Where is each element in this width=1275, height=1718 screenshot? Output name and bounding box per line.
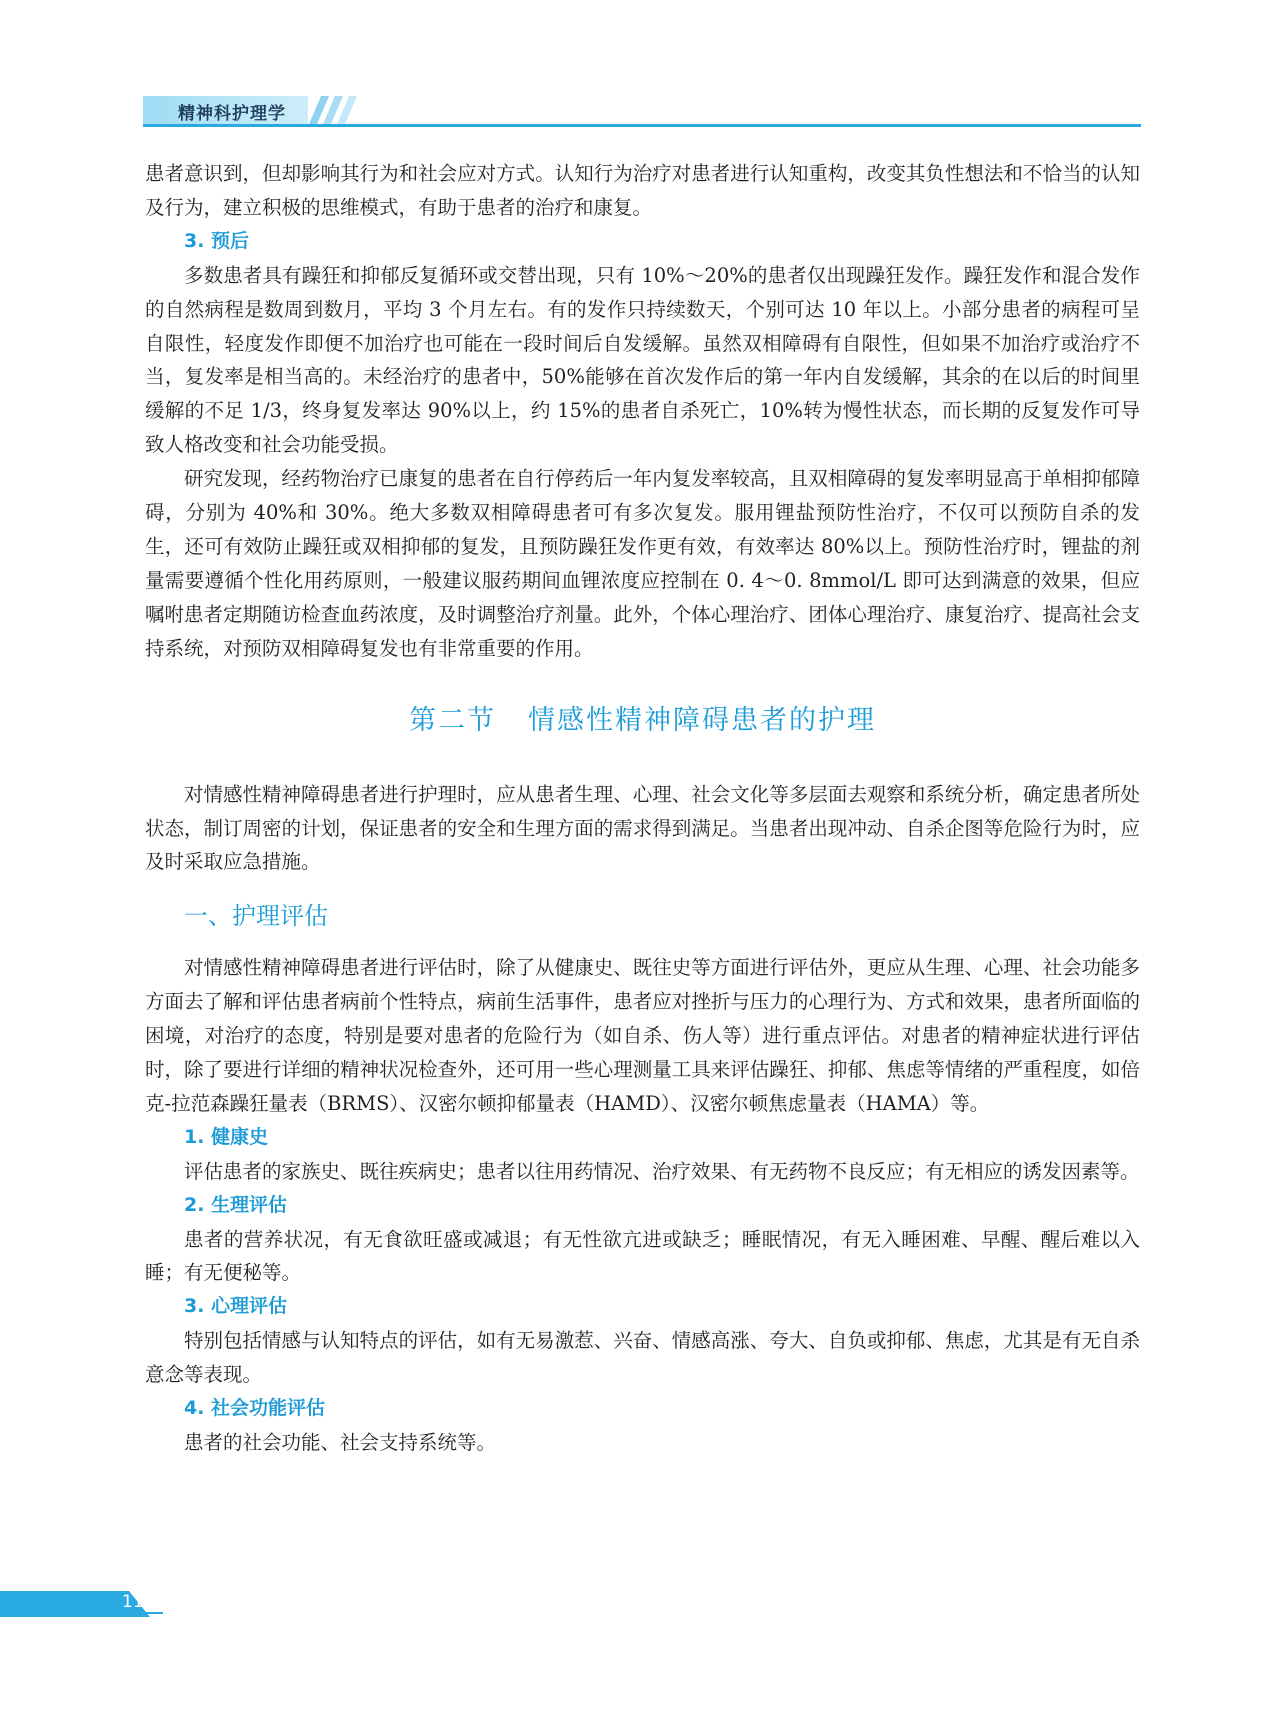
book-title: 精神科护理学 <box>178 104 286 124</box>
paragraph-health-history: 评估患者的家族史、既往疾病史；患者以往用药情况、治疗效果、有无药物不良反应；有无相应的诱发因素等。 <box>184 1159 1140 1183</box>
paragraph-prognosis-2: 研究发现，经药物治疗已康复的患者在自行停药后一年内复发率较高，且双相障碍的复发率明显高于单相抑郁障碍，分别为 40%和 30%。绝大多数双相障碍患者可有多次复发。服用锂盐预防性治疗，不仅可以预防自杀的发生，还可有效防止躁狂或双相抑郁的复发，且预防躁狂发作更有效，有效率达 80%以上。预防性治疗时，锂盐的剂量需要遵循个性化用药原则，一般建议服药期间血锂浓度应控制在 0. 4～0. 8mmol/L 即可达到满意的效果，但应嘱咐患者定期随访检查血药浓度，及时调整治疗剂量。此外，个体心理治疗、团体心理治疗、康复治疗、提高社会支持系统，对预防双相障碍复发也有非常重要的作用。 <box>145 467 1140 660</box>
paragraph-psychological: 特别包括情感与认知特点的评估，如有无易激惹、兴奋、情感高涨、夸大、自负或抑郁、焦虑，尤其是有无自杀意念等表现。 <box>145 1329 1140 1387</box>
running-header <box>143 96 1141 126</box>
paragraph-section-intro: 对情感性精神障碍患者进行护理时，应从患者生理、心理、社会文化等多层面去观察和系统分析，确定患者所处状态，制订周密的计划，保证患者的安全和生理方面的需求得到满足。当患者出现冲动、自杀企图等危险行为时，应及时采取应急措施。 <box>145 782 1140 874</box>
page-number: 116 <box>122 1592 155 1612</box>
section-name: 情感性精神障碍患者的护理 <box>528 704 876 736</box>
footer-rule <box>0 1612 163 1614</box>
header-stripes-decoration <box>303 96 363 124</box>
page-body <box>145 157 1140 1460</box>
header-rule <box>143 124 1141 127</box>
subheading-psychological: 3. 心理评估 <box>184 1295 288 1318</box>
subheading-health-history: 1. 健康史 <box>184 1125 269 1148</box>
paragraph-social-function: 患者的社会功能、社会支持系统等。 <box>184 1431 497 1454</box>
paragraph-continuation: 患者意识到，但却影响其行为和社会应对方式。认知行为治疗对患者进行认知重构，改变其负性想法和不恰当的认知及行为，建立积极的思维模式，有助于患者的治疗和康复。 <box>145 162 1140 219</box>
section-number: 第二节 <box>409 704 496 736</box>
paragraph-physiological: 患者的营养状况，有无食欲旺盛或减退；有无性欲亢进或缺乏；睡眠情况，有无入睡困难、早醒、醒后难以入睡；有无便秘等。 <box>145 1227 1140 1285</box>
paragraph-assessment: 对情感性精神障碍患者进行评估时，除了从健康史、既往史等方面进行评估外，更应从生理、心理、社会功能多方面去了解和评估患者病前个性特点，病前生活事件，患者应对挫折与压力的心理行为、方式和效果，患者所面临的困境，对治疗的态度，特别是要对患者的危险行为（如自杀、伤人等）进行重点评估。对患者的精神症状进行评估时，除了要进行详细的精神状况检查外，还可用一些心理测量工具来评估躁狂、抑郁、焦虑等情绪的严重程度，如倍克-拉范森躁狂量表（BRMS）、汉密尔顿抑郁量表（HAMD）、汉密尔顿焦虑量表（HAMA）等。 <box>145 956 1140 1115</box>
heading-nursing-assessment: 一、护理评估 <box>184 902 328 931</box>
paragraph-prognosis-1: 多数患者具有躁狂和抑郁反复循环或交替出现，只有 10%～20%的患者仅出现躁狂发作。躁狂发作和混合发作的自然病程是数周到数月，平均 3 个月左右。有的发作只持续数天，个别可达 10 年以上。小部分患者的病程可呈自限性，轻度发作即便不加治疗也可能在一段时间后自发缓解。虽然双相障碍有自限性，但如果不加治疗或治疗不当，复发率是相当高的。未经治疗的患者中，50%能够在首次发作后的第一年内自发缓解，其余的在以后的时间里缓解的不足 1/3，终身复发率达 90%以上，约 15%的患者自杀死亡，10%转为慢性状态，而长期的反复发作可导致人格改变和社会功能受损。 <box>145 263 1140 457</box>
header-tab <box>143 96 308 124</box>
section-heading <box>145 701 1140 741</box>
subheading-prognosis: 3. 预后 <box>184 229 250 252</box>
subheading-social-function: 4. 社会功能评估 <box>184 1397 326 1420</box>
subheading-physiological: 2. 生理评估 <box>184 1193 288 1216</box>
